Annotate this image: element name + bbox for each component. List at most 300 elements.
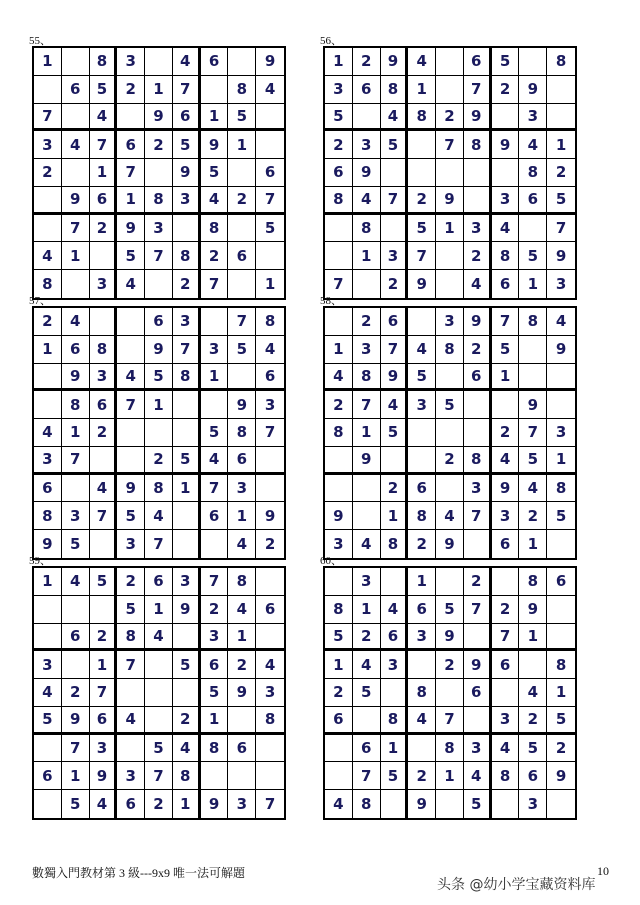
sudoku-cell: 5	[145, 735, 173, 763]
sudoku-cell	[464, 159, 492, 187]
sudoku-cell: 7	[325, 270, 353, 298]
page-number: 10	[597, 864, 609, 878]
sudoku-cell: 4	[492, 447, 520, 475]
sudoku-cell: 8	[436, 336, 464, 364]
sudoku-cell	[381, 679, 409, 707]
sudoku-cell: 4	[256, 336, 284, 364]
sudoku-cell: 8	[62, 391, 90, 419]
sudoku-cell: 2	[519, 707, 547, 735]
sudoku-cell: 8	[90, 336, 118, 364]
puzzle-label: 57、	[29, 295, 51, 307]
sudoku-cell	[62, 48, 90, 76]
sudoku-cell	[173, 391, 201, 419]
sudoku-cell: 1	[228, 502, 256, 530]
sudoku-cell: 6	[256, 364, 284, 392]
sudoku-cell: 2	[436, 447, 464, 475]
sudoku-cell: 8	[519, 568, 547, 596]
sudoku-cell: 2	[201, 242, 229, 270]
puzzle-label: 59、	[29, 555, 51, 567]
sudoku-cell: 8	[464, 447, 492, 475]
sudoku-cell: 4	[325, 790, 353, 818]
sudoku-cell	[547, 364, 575, 392]
sudoku-cell: 1	[381, 735, 409, 763]
puzzle-label: 60、	[320, 555, 342, 567]
sudoku-cell: 6	[464, 364, 492, 392]
sudoku-cell: 6	[464, 48, 492, 76]
sudoku-cell	[34, 735, 62, 763]
sudoku-cell	[201, 530, 229, 558]
sudoku-cell: 7	[353, 762, 381, 790]
sudoku-cell: 5	[117, 242, 145, 270]
sudoku-cell: 3	[408, 391, 436, 419]
sudoku-cell: 1	[547, 447, 575, 475]
sudoku-cell: 8	[145, 187, 173, 215]
sudoku-cell	[145, 270, 173, 298]
sudoku-cell: 4	[464, 270, 492, 298]
sudoku-cell: 6	[228, 242, 256, 270]
sudoku-cell: 3	[555, 275, 567, 294]
sudoku-cell: 7	[547, 215, 575, 243]
sudoku-cell	[547, 104, 575, 132]
sudoku-cell: 7	[464, 502, 492, 530]
sudoku-cell	[62, 159, 90, 187]
sudoku-cell: 3	[464, 735, 492, 763]
sudoku-cell: 4	[117, 364, 145, 392]
sudoku-cell	[353, 270, 381, 298]
sudoku-cell	[256, 242, 284, 270]
sudoku-cell: 2	[547, 735, 575, 763]
sudoku-cell: 5	[547, 187, 575, 215]
sudoku-cell: 4	[90, 475, 118, 503]
sudoku-cell	[408, 651, 436, 679]
sudoku-cell: 6	[201, 502, 229, 530]
sudoku-cell: 2	[464, 568, 492, 596]
sudoku-cell	[519, 48, 547, 76]
sudoku-cell: 5	[519, 447, 547, 475]
sudoku-cell: 3	[173, 187, 201, 215]
sudoku-cell: 1	[325, 48, 353, 76]
sudoku-cell	[256, 131, 284, 159]
sudoku-cell: 8	[408, 679, 436, 707]
sudoku-cell: 9	[228, 391, 256, 419]
sudoku-cell	[408, 447, 436, 475]
sudoku-cell: 5	[547, 707, 575, 735]
sudoku-cell: 1	[201, 364, 229, 392]
sudoku-cell: 6	[256, 159, 284, 187]
sudoku-cell: 4	[62, 131, 90, 159]
sudoku-cell: 6	[34, 762, 62, 790]
sudoku-cell: 1	[228, 131, 256, 159]
sudoku-cell: 2	[90, 419, 118, 447]
sudoku-cell: 2	[117, 76, 145, 104]
sudoku-cell	[256, 447, 284, 475]
sudoku-cell: 4	[173, 48, 201, 76]
sudoku-cell: 2	[264, 535, 276, 554]
sudoku-cell: 4	[256, 651, 284, 679]
sudoku-cell: 4	[519, 679, 547, 707]
sudoku-cell	[408, 419, 436, 447]
sudoku-cell: 6	[34, 475, 62, 503]
sudoku-cell	[547, 530, 575, 558]
sudoku-cell: 4	[117, 270, 145, 298]
sudoku-cell	[34, 364, 62, 392]
puzzle-60	[320, 555, 577, 820]
sudoku-cell: 5	[173, 651, 201, 679]
sudoku-cell: 7	[201, 568, 229, 596]
sudoku-cell	[381, 568, 409, 596]
sudoku-cell: 8	[408, 104, 436, 132]
sudoku-cell: 1	[408, 76, 436, 104]
sudoku-cell: 4	[173, 735, 201, 763]
sudoku-cell: 1	[173, 475, 201, 503]
sudoku-cell: 2	[381, 270, 409, 298]
sudoku-cell: 7	[201, 475, 229, 503]
sudoku-cell: 4	[353, 651, 381, 679]
sudoku-cell: 4	[325, 364, 353, 392]
sudoku-cell: 3	[464, 475, 492, 503]
sudoku-cell: 5	[117, 502, 145, 530]
sudoku-cell: 2	[353, 624, 381, 652]
sudoku-cell: 1	[201, 707, 229, 735]
sudoku-cell	[117, 679, 145, 707]
sudoku-cell: 8	[464, 131, 492, 159]
sudoku-cell: 2	[34, 308, 62, 336]
sudoku-cell: 7	[62, 215, 90, 243]
sudoku-cell: 1	[34, 568, 62, 596]
sudoku-cell: 9	[381, 48, 409, 76]
sudoku-grid	[323, 306, 577, 560]
sudoku-cell: 1	[325, 336, 353, 364]
sudoku-grid	[32, 306, 286, 560]
sudoku-cell: 3	[117, 530, 145, 558]
sudoku-cell: 6	[519, 762, 547, 790]
sudoku-cell: 5	[145, 364, 173, 392]
sudoku-cell	[201, 391, 229, 419]
sudoku-cell: 4	[256, 76, 284, 104]
sudoku-cell	[492, 568, 520, 596]
sudoku-cell: 8	[173, 242, 201, 270]
sudoku-cell	[173, 624, 201, 652]
sudoku-cell: 2	[492, 596, 520, 624]
sudoku-cell	[145, 707, 173, 735]
sudoku-cell	[62, 475, 90, 503]
sudoku-cell: 9	[117, 215, 145, 243]
sudoku-cell: 4	[381, 596, 409, 624]
sudoku-cell: 2	[173, 707, 201, 735]
sudoku-cell: 2	[436, 651, 464, 679]
sudoku-cell: 4	[228, 530, 256, 558]
sudoku-cell: 9	[353, 447, 381, 475]
sudoku-cell: 5	[492, 48, 520, 76]
sudoku-cell: 7	[256, 419, 284, 447]
sudoku-cell: 4	[34, 242, 62, 270]
sudoku-cell: 9	[464, 104, 492, 132]
sudoku-cell	[62, 651, 90, 679]
sudoku-cell	[408, 308, 436, 336]
sudoku-cell: 8	[519, 308, 547, 336]
sudoku-cell: 7	[90, 131, 118, 159]
sudoku-cell: 4	[145, 624, 173, 652]
sudoku-cell: 2	[408, 187, 436, 215]
sudoku-cell: 7	[34, 104, 62, 132]
sudoku-cell: 9	[381, 364, 409, 392]
sudoku-cell: 3	[201, 624, 229, 652]
sudoku-cell: 4	[408, 707, 436, 735]
sudoku-cell: 7	[145, 530, 173, 558]
sudoku-cell: 8	[117, 624, 145, 652]
sudoku-cell: 2	[436, 104, 464, 132]
sudoku-cell	[436, 76, 464, 104]
sudoku-cell: 6	[228, 447, 256, 475]
sudoku-cell: 8	[492, 762, 520, 790]
sudoku-cell: 3	[492, 502, 520, 530]
sudoku-cell: 6	[353, 76, 381, 104]
sudoku-cell: 8	[173, 762, 201, 790]
sudoku-cell: 5	[201, 419, 229, 447]
sudoku-cell	[547, 391, 575, 419]
sudoku-cell	[547, 76, 575, 104]
sudoku-cell	[436, 679, 464, 707]
sudoku-cell: 5	[436, 391, 464, 419]
sudoku-cell: 9	[173, 596, 201, 624]
sudoku-cell: 7	[381, 187, 409, 215]
sudoku-cell: 7	[408, 242, 436, 270]
sudoku-cell: 4	[519, 131, 547, 159]
sudoku-cell	[492, 679, 520, 707]
sudoku-cell: 3	[436, 308, 464, 336]
sudoku-cell: 2	[62, 679, 90, 707]
sudoku-cell: 1	[264, 275, 276, 294]
sudoku-cell: 9	[228, 679, 256, 707]
sudoku-cell: 5	[519, 242, 547, 270]
sudoku-cell	[381, 790, 409, 818]
sudoku-cell: 5	[228, 336, 256, 364]
sudoku-cell: 4	[117, 707, 145, 735]
sudoku-cell	[464, 419, 492, 447]
sudoku-cell	[256, 735, 284, 763]
sudoku-cell: 3	[34, 651, 62, 679]
sudoku-cell: 3	[173, 568, 201, 596]
sudoku-cell: 3	[464, 215, 492, 243]
sudoku-cell: 3	[34, 447, 62, 475]
sudoku-cell	[436, 48, 464, 76]
sudoku-cell: 3	[201, 336, 229, 364]
sudoku-cell: 4	[519, 475, 547, 503]
sudoku-cell: 3	[519, 790, 547, 818]
sudoku-cell: 4	[353, 187, 381, 215]
sudoku-cell: 9	[547, 762, 575, 790]
sudoku-cell: 8	[381, 707, 409, 735]
sudoku-cell: 9	[117, 475, 145, 503]
sudoku-cell: 8	[228, 568, 256, 596]
sudoku-cell: 9	[256, 48, 284, 76]
sudoku-cell	[173, 679, 201, 707]
sudoku-cell: 5	[90, 568, 118, 596]
sudoku-cell: 8	[201, 215, 229, 243]
sudoku-cell: 5	[256, 215, 284, 243]
sudoku-cell: 8	[436, 735, 464, 763]
sudoku-cell: 7	[145, 762, 173, 790]
sudoku-cell: 5	[201, 159, 229, 187]
sudoku-cell: 7	[117, 159, 145, 187]
sudoku-cell: 4	[492, 735, 520, 763]
sudoku-cell: 7	[90, 502, 118, 530]
sudoku-cell: 5	[464, 790, 492, 818]
sudoku-cell	[117, 308, 145, 336]
puzzle-58	[320, 295, 577, 560]
sudoku-cell: 4	[34, 419, 62, 447]
sudoku-cell: 3	[62, 502, 90, 530]
sudoku-cell: 7	[256, 187, 284, 215]
sudoku-cell: 2	[353, 308, 381, 336]
sudoku-cell: 8	[90, 48, 118, 76]
sudoku-cell: 6	[145, 568, 173, 596]
sudoku-cell: 2	[325, 679, 353, 707]
sudoku-cell: 7	[381, 336, 409, 364]
sudoku-cell	[436, 364, 464, 392]
sudoku-cell	[34, 187, 62, 215]
sudoku-cell	[492, 391, 520, 419]
sudoku-cell	[117, 447, 145, 475]
sudoku-cell: 1	[90, 159, 118, 187]
sudoku-cell: 2	[201, 596, 229, 624]
sudoku-cell: 1	[353, 596, 381, 624]
sudoku-cell: 1	[145, 391, 173, 419]
sudoku-cell	[436, 159, 464, 187]
sudoku-cell: 4	[547, 308, 575, 336]
sudoku-cell	[145, 679, 173, 707]
sudoku-cell: 9	[547, 242, 575, 270]
sudoku-cell: 2	[381, 475, 409, 503]
sudoku-cell: 1	[436, 215, 464, 243]
sudoku-cell: 6	[353, 735, 381, 763]
sudoku-cell: 9	[145, 104, 173, 132]
sudoku-cell	[90, 447, 118, 475]
sudoku-cell	[117, 735, 145, 763]
sudoku-cell: 9	[519, 596, 547, 624]
sudoku-cell: 2	[408, 530, 436, 558]
sudoku-cell: 6	[201, 651, 229, 679]
sudoku-cell: 1	[90, 651, 118, 679]
sudoku-cell	[256, 624, 284, 652]
sudoku-cell: 2	[547, 159, 575, 187]
sudoku-cell: 6	[519, 187, 547, 215]
sudoku-cell: 6	[547, 568, 575, 596]
sudoku-cell: 5	[381, 762, 409, 790]
sudoku-cell: 9	[519, 391, 547, 419]
sudoku-cell: 9	[34, 530, 62, 558]
sudoku-cell: 3	[256, 391, 284, 419]
puzzle-55	[29, 35, 286, 300]
sudoku-cell: 9	[408, 790, 436, 818]
sudoku-cell: 1	[201, 104, 229, 132]
sudoku-cell: 6	[90, 707, 118, 735]
sudoku-cell: 3	[34, 131, 62, 159]
sudoku-cell: 3	[117, 762, 145, 790]
sudoku-cell: 1	[408, 568, 436, 596]
sudoku-cell: 8	[381, 76, 409, 104]
sudoku-cell: 5	[408, 215, 436, 243]
sudoku-cell: 1	[547, 131, 575, 159]
sudoku-cell: 3	[381, 651, 409, 679]
sudoku-cell: 6	[145, 308, 173, 336]
sudoku-cell: 7	[90, 679, 118, 707]
sudoku-cell: 6	[325, 159, 353, 187]
sudoku-cell: 7	[492, 624, 520, 652]
sudoku-cell	[34, 624, 62, 652]
sudoku-cell: 5	[228, 104, 256, 132]
sudoku-cell: 1	[145, 76, 173, 104]
sudoku-cell	[325, 475, 353, 503]
sudoku-cell: 7	[464, 76, 492, 104]
sudoku-cell: 2	[90, 215, 118, 243]
sudoku-cell: 6	[492, 530, 520, 558]
sudoku-cell	[381, 215, 409, 243]
sudoku-cell: 7	[492, 308, 520, 336]
sudoku-cell: 9	[62, 187, 90, 215]
sudoku-cell: 7	[228, 308, 256, 336]
sudoku-cell: 5	[173, 447, 201, 475]
sudoku-cell	[90, 308, 118, 336]
sudoku-cell: 3	[325, 530, 353, 558]
sudoku-cell	[547, 596, 575, 624]
sudoku-cell: 6	[62, 624, 90, 652]
sudoku-cell	[492, 104, 520, 132]
sudoku-cell: 8	[325, 187, 353, 215]
sudoku-cell: 6	[117, 790, 145, 818]
sudoku-cell	[464, 187, 492, 215]
sudoku-cell: 9	[62, 707, 90, 735]
sudoku-cell: 1	[34, 48, 62, 76]
sudoku-cell: 6	[256, 596, 284, 624]
sudoku-cell: 5	[381, 131, 409, 159]
sudoku-cell	[325, 308, 353, 336]
sudoku-cell: 9	[201, 790, 229, 818]
sudoku-cell	[117, 104, 145, 132]
sudoku-cell: 2	[464, 242, 492, 270]
sudoku-cell: 7	[117, 391, 145, 419]
sudoku-cell: 7	[519, 419, 547, 447]
sudoku-cell	[228, 707, 256, 735]
sudoku-cell: 1	[34, 336, 62, 364]
sudoku-cell	[201, 308, 229, 336]
sudoku-cell: 5	[62, 530, 90, 558]
sudoku-cell: 4	[145, 502, 173, 530]
sudoku-cell: 2	[34, 159, 62, 187]
sudoku-cell	[117, 419, 145, 447]
sudoku-cell: 7	[436, 707, 464, 735]
sudoku-cell: 3	[325, 76, 353, 104]
sudoku-cell	[381, 159, 409, 187]
sudoku-cell: 9	[145, 336, 173, 364]
sudoku-cell	[436, 568, 464, 596]
sudoku-cell: 3	[492, 707, 520, 735]
sudoku-cell	[547, 624, 575, 652]
sudoku-cell: 4	[408, 48, 436, 76]
sudoku-cell: 4	[228, 596, 256, 624]
sudoku-cell	[145, 159, 173, 187]
sudoku-cell: 7	[145, 242, 173, 270]
sudoku-cell	[408, 735, 436, 763]
sudoku-cell	[436, 419, 464, 447]
puzzle-59	[29, 555, 286, 820]
sudoku-cell: 6	[492, 651, 520, 679]
sudoku-cell: 2	[145, 790, 173, 818]
sudoku-cell: 9	[62, 364, 90, 392]
sudoku-cell: 7	[436, 131, 464, 159]
sudoku-cell	[436, 790, 464, 818]
sudoku-cell: 8	[325, 419, 353, 447]
